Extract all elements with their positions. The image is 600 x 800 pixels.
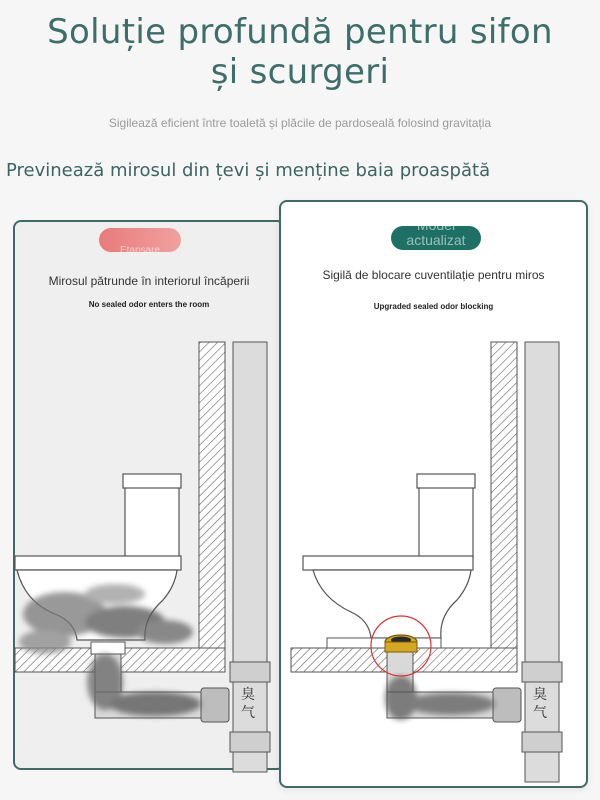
section-headline: Previnează mirosul din țevi și menține baia proaspătă [6, 160, 491, 181]
pipe-label-before: 臭气 [241, 687, 255, 721]
comparison-panel-after [279, 200, 588, 788]
pipe-label-after: 臭气 [533, 687, 547, 721]
badge-before: Etanșare [99, 228, 181, 252]
caption-before: Mirosul pătrunde în interiorul încăperii [48, 274, 250, 288]
comparison-panel-before [13, 220, 285, 770]
page-subtitle: Sigilează eficient între toaletă și plăcile de pardoseală folosind gravitația [108, 116, 492, 130]
caption-before-en: No sealed odor enters the room [88, 300, 210, 309]
page-title: Soluție profundă pentru sifon și scurgeri [47, 12, 553, 92]
caption-after: Sigilă de blocare cuventilație pentru miros [322, 268, 545, 282]
caption-after-en: Upgraded sealed odor blocking [373, 302, 494, 311]
badge-after: Model actualizat [391, 226, 481, 250]
